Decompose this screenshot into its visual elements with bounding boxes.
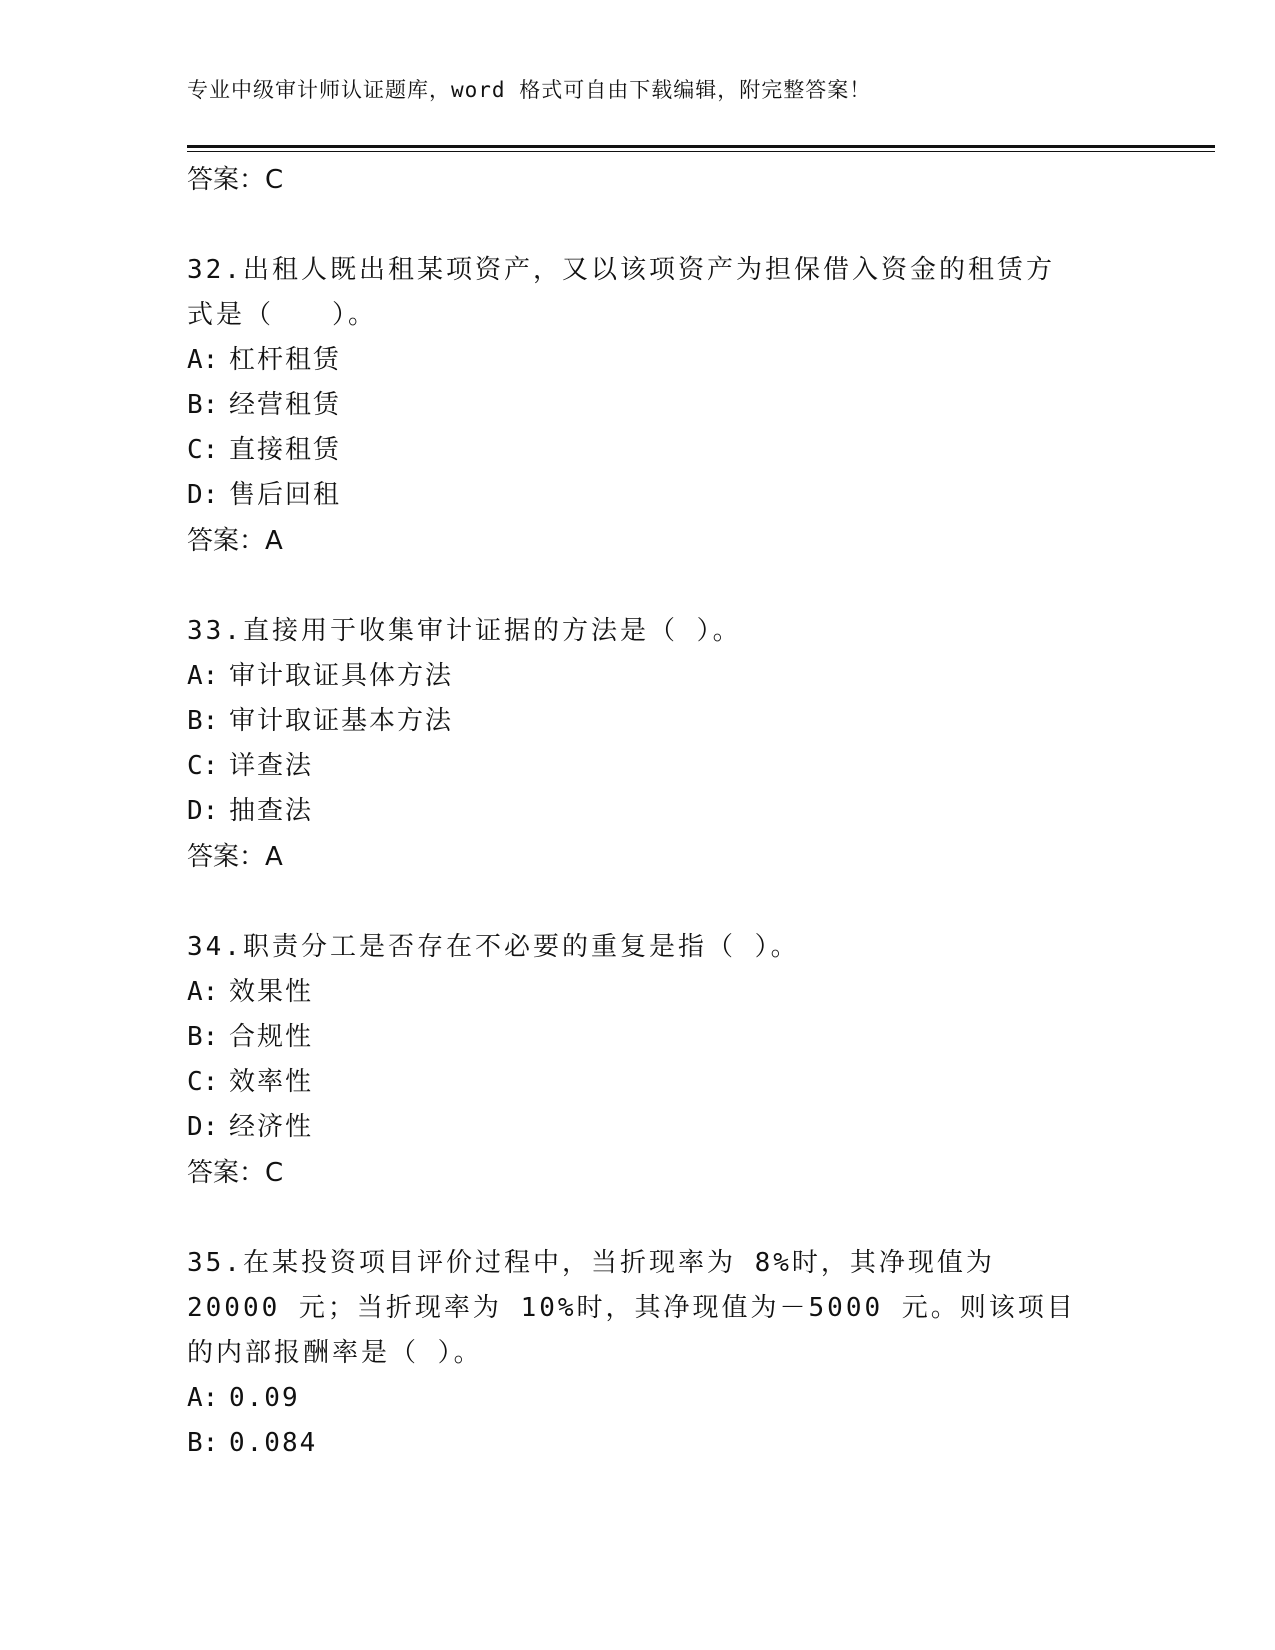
question-content	[187, 158, 1087, 1466]
question-stem: 32.出租人既出租某项资产，又以该项资产为担保借入资金的租赁方式是（ ）。	[187, 255, 1055, 330]
question-stem: 35.在某投资项目评价过程中，当折现率为 8%时，其净现值为 20000 元；当折现率为 10%时，其净现值为－5000 元。则该项目的内部报酬率是（ ）。	[187, 1248, 1076, 1368]
option-key: B:	[187, 390, 219, 420]
option-text: 效果性	[229, 977, 314, 1007]
answer-label: 答案：	[187, 526, 266, 556]
option-b	[187, 1421, 1087, 1466]
header-rule-thin	[187, 151, 1215, 152]
option-key: A:	[187, 977, 219, 1007]
question-answer	[187, 1151, 1087, 1195]
answer-label: 答案：	[187, 165, 266, 195]
option-c	[187, 428, 1087, 473]
option-text: 直接租赁	[229, 435, 342, 465]
option-text: 详查法	[229, 751, 314, 781]
option-text: 0.084	[229, 1428, 318, 1458]
option-d	[187, 473, 1087, 518]
option-text: 审计取证基本方法	[229, 706, 454, 736]
option-key: B:	[187, 1428, 219, 1458]
question-35	[187, 1241, 1087, 1466]
option-key: C:	[187, 1067, 219, 1097]
option-d	[187, 1105, 1087, 1150]
option-a	[187, 1376, 1087, 1421]
option-key: D:	[187, 796, 219, 826]
option-key: A:	[187, 1383, 219, 1413]
option-text: 经济性	[229, 1112, 314, 1142]
option-a	[187, 338, 1087, 383]
option-text: 效率性	[229, 1067, 314, 1097]
option-key: B:	[187, 706, 219, 736]
page-header: 专业中级审计师认证题库，word 格式可自由下载编辑，附完整答案！	[187, 78, 872, 102]
option-text: 杠杆租赁	[229, 345, 342, 375]
option-b	[187, 699, 1087, 744]
question-stem: 34.职责分工是否存在不必要的重复是指（ ）。	[187, 932, 800, 962]
option-c	[187, 744, 1087, 789]
question-33	[187, 609, 1087, 879]
option-key: D:	[187, 480, 219, 510]
answer-value: A	[265, 842, 283, 872]
option-a	[187, 654, 1087, 699]
answer-value: C	[265, 165, 284, 195]
header-rule-thick	[187, 145, 1215, 148]
option-d	[187, 789, 1087, 834]
option-text: 审计取证具体方法	[229, 661, 454, 691]
option-key: D:	[187, 1112, 219, 1142]
option-key: B:	[187, 1022, 219, 1052]
option-key: C:	[187, 751, 219, 781]
option-c	[187, 1060, 1087, 1105]
option-text: 0.09	[229, 1383, 300, 1413]
previous-answer	[187, 158, 1087, 202]
question-answer	[187, 835, 1087, 879]
option-key: A:	[187, 661, 219, 691]
option-text: 抽查法	[229, 796, 314, 826]
question-stem: 33.直接用于收集审计证据的方法是（ ）。	[187, 616, 742, 646]
option-a	[187, 970, 1087, 1015]
answer-value: C	[265, 1158, 284, 1188]
question-34	[187, 925, 1087, 1195]
option-b	[187, 1015, 1087, 1060]
answer-label: 答案：	[187, 1158, 266, 1188]
option-text: 经营租赁	[229, 390, 342, 420]
answer-label: 答案：	[187, 842, 266, 872]
option-text: 合规性	[229, 1022, 314, 1052]
option-b	[187, 383, 1087, 428]
option-text: 售后回租	[229, 480, 342, 510]
question-answer	[187, 519, 1087, 563]
option-key: A:	[187, 345, 219, 375]
answer-value: A	[265, 526, 283, 556]
question-32	[187, 248, 1087, 563]
option-key: C:	[187, 435, 219, 465]
